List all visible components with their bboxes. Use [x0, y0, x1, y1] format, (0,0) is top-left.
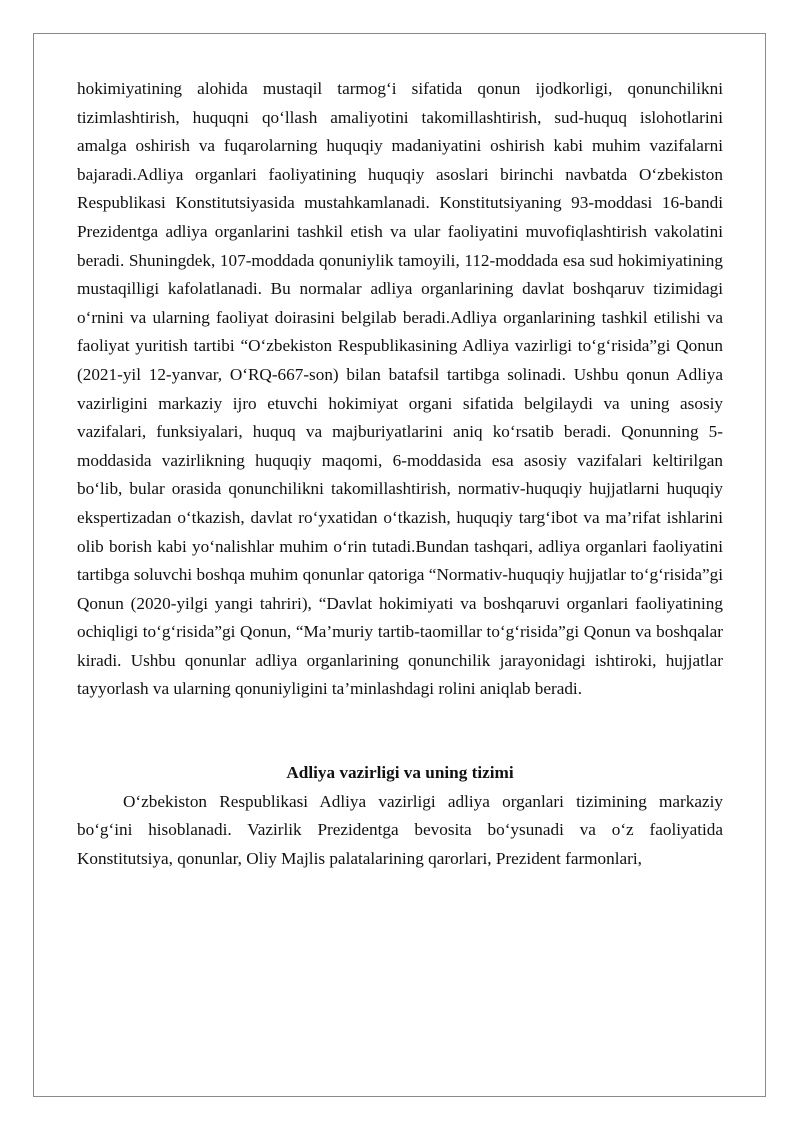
- body-paragraph: hokimiyatining alohida mustaqil tarmog‘i sifatida qonun ijodkorligi, qonunchilikni tizimlashtirish, huquqni qo‘llash amaliyotini takomillashtirish, sud-huquq islohotlarini amalga oshirish va fuqarolarning huquqiy madaniyatini oshirish kabi muhim vazifalarni bajaradi.Adliya organlari faoliyatining huquqiy asoslari birinchi navbatda O‘zbekiston Respublikasi Konstitutsiyasida mustahkamlanadi. Konstitutsiyaning 93-moddasi 16-bandi Prezidentga adliya organlarini tashkil etish va ular faoliyatini muvofiqlashtirish vakolatini beradi. Shuningdek, 107-moddada qonuniylik tamoyili, 112-moddada esa sud hokimiyatining mustaqilligi kafolatlanadi. Bu normalar adliya organlarining davlat boshqaruv tizimidagi o‘rnini va ularning faoliyat doirasini belgilab beradi.Adliya organlarining tashkil etilishi va faoliyat yuritish tartibi “O‘zbekiston Respublikasining Adliya vazirligi to‘g‘risida”gi Qonun (2021-yil 12-yanvar, O‘RQ-667-son) bilan batafsil tartibga solinadi. Ushbu qonun Adliya vazirligini markaziy ijro etuvchi hokimiyat organi sifatida belgilaydi va uning asosiy vazifalari, funksiyalari, huquq va majburiyatlarini aniq ko‘rsatib beradi. Qonunning 5-moddasida vazirlikning huquqiy maqomi, 6-moddasida esa asosiy vazifalari keltirilgan bo‘lib, bular orasida qonunchilikni takomillashtirish, normativ-huquqiy hujjatlarni huquqiy ekspertizadan o‘tkazish, davlat ro‘yxatidan o‘tkazish, huquqiy targ‘ibot va ma’rifat ishlarini olib borish kabi yo‘nalishlar muhim o‘rin tutadi.Bundan tashqari, adliya organlari faoliyatini tartibga soluvchi boshqa muhim qonunlar qatoriga “Normativ-huquqiy hujjatlar to‘g‘risida”gi Qonun (2020-yilgi yangi tahriri), “Davlat hokimiyati va boshqaruvi organlari faoliyatining ochiqligi to‘g‘risida”gi Qonun, “Ma’muriy tartib-taomillar to‘g‘risida”gi Qonun va boshqalar kiradi. Ushbu qonunlar adliya organlarining qonunchilik jarayonidagi ishtiroki, hujjatlar tayyorlash va ularning qonuniyligini ta’minlashdagi rolini aniqlab beradi.: [77, 79, 723, 699]
- section-paragraph: O‘zbekiston Respublikasi Adliya vazirligi adliya organlari tizimining markaziy bo‘g‘ini hisoblanadi. Vazirlik Prezidentga bevosita bo‘ysunadi va o‘z faoliyatida Konstitutsiya, qonunlar, Oliy Majlis palatalarining qarorlari, Prezident farmonlari,: [77, 791, 723, 868]
- document-body: [77, 75, 723, 873]
- section-heading: Adliya vazirligi va uning tizimi: [286, 763, 514, 783]
